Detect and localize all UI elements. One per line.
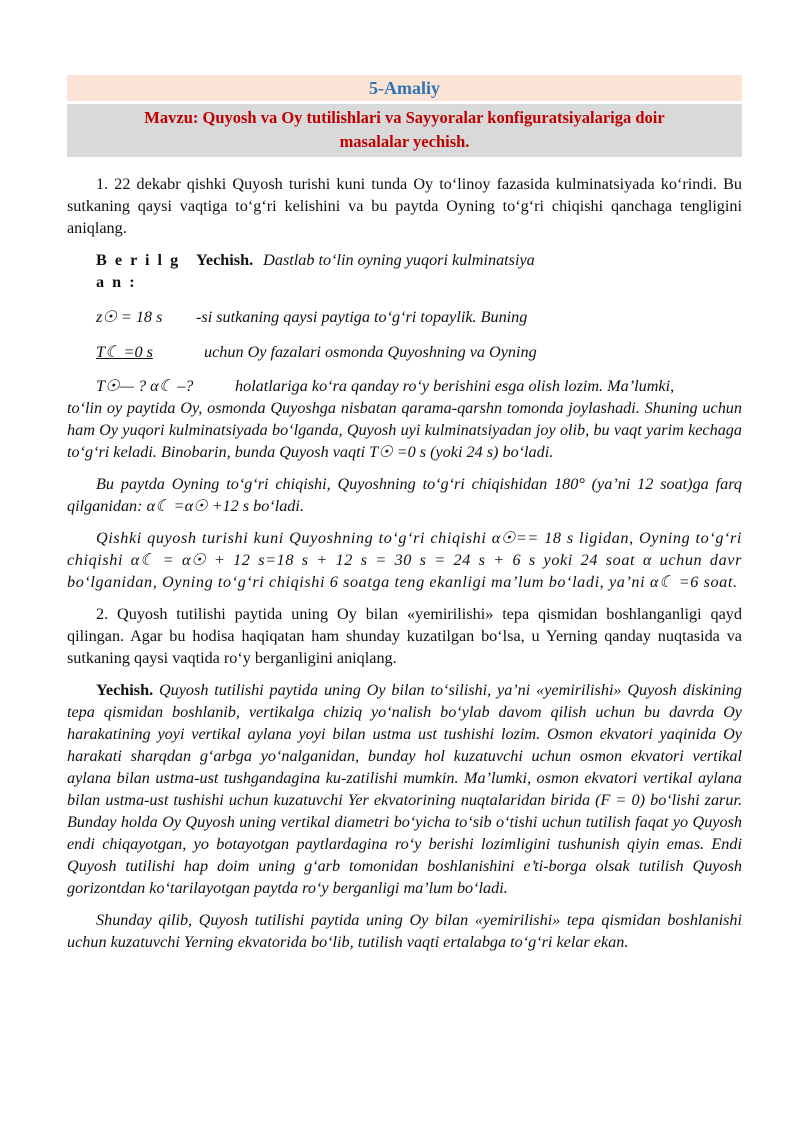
problem-2-conclusion: Shunday qilib, Quyosh tutilishi paytida uning Oy bilan «yemirilishi» tepa qismidan boshlanishi uchun kuzatuvchi Yerning ekvatorida bo‘lib, tutilish vaqti ertalabga to‘g‘ri kelar ekan. bbox=[67, 911, 742, 951]
given-label: B e r i l g a n : bbox=[96, 251, 181, 291]
topic-heading bbox=[67, 104, 742, 157]
given-row-header bbox=[67, 249, 742, 293]
moon-right-ascension-para: Bu paytda Oyning to‘g‘ri chiqishi, Quyoshning to‘g‘ri chiqishidan 180° (ya’ni 12 soat)ga farq qilganidan: α☾ =α☉ +12 s bo‘ladi. bbox=[67, 475, 742, 515]
given-row-2 bbox=[67, 341, 742, 363]
given-z-sun: z☉ = 18 s bbox=[96, 308, 163, 326]
problem-1-statement: 1. 22 dekabr qishki Quyosh turishi kuni tunda Oy to‘linoy fazasida kulminatsiyada ko‘rindi. Bu sutkaning qaysi vaqtiga to‘g‘ri kelishini va bu paytda Oyning to‘g‘ri chiqishi qanchaga tengligini aniqlang. bbox=[67, 175, 742, 237]
document-page bbox=[67, 75, 742, 953]
solution-continuation: to‘lin oy paytida Oy, osmonda Quyoshga nisbatan qarama-qarshn tomonda joylashadi. Shuning uchun ham Oy yuqori kulminatsiyada bo‘lganda, Quyosh uyi kulminatsiyadan joy olib, bu vaqt yarim kechaga to‘g‘ri keladi. Binobarin, bunda Quyosh vaqti T☉ =0 s (yoki 24 s) bo‘ladi. bbox=[67, 399, 742, 461]
given-t-moon: T☾ =0 s bbox=[96, 343, 153, 361]
problem-2-solution-text: Quyosh tutilishi paytida uning Oy bilan to‘silishi, ya’ni «yemirilishi» Quyosh diskining tepa qismidan boshlanib, vertikalga chiziq yo‘nalish bo‘ylab davom qilish uchun bu davrda Oy harakatining yoyi vertikal aylana yoyi bilan ustma ust tushishi lozim. Osmon ekvatori yaqinida Oy harakati sharqdan g‘arbga yo‘nalganidan, bunday hol kuzatuvchi uchun osmon ekvatori vertikal aylana bilan ustma-ust tushgandagina ku-zatilishi mumkin. Ma’lumki, osmon ekvatori vertikal aylana bilan ustma-ust tushishi uchun kuzatuvchi Yer ekvatorining nuqtalaridan birida (F = 0) bo‘lishi zarur. Bunday holda Oy Quyosh uning vertikal diametri bo‘yicha to‘sib o‘tishi uchun tutilish faqat yo Quyosh endi chiqayotgan, yo botayotgan paytlardagina ro‘y berishi lozimligini tushunish qiyin emas. Endi Quyosh tutilishi hap doim uning g‘arb tomonidan boshlanishini e’ti-borga olsak tutilish Quyosh gorizontdan ko‘tarilayotgan paytda ro‘y berganligi ma’lum bo‘ladi. bbox=[67, 681, 743, 897]
solution-first-line: Dastlab to‘lin oyning yuqori kulminatsiya bbox=[263, 251, 535, 269]
find-unknowns: T☉— ? α☾ –? bbox=[96, 377, 194, 395]
solution-label: Yechish. bbox=[196, 251, 254, 269]
winter-solstice-para: Qishki quyosh turishi kuni Quyoshning to‘g‘ri chiqishi α☉== 18 s ligidan, Oyning to‘g‘ri chiqishi α☾ = α☉ + 12 s=18 s + 12 s = 30 s = 24 s + 6 s yoki 24 soat α uchun davr bo‘lganidan, Oyning to‘g‘ri chiqishi 6 soatga teng ekanligi ma’lum bo‘ladi, ya’ni α☾ =6 soat. bbox=[67, 529, 742, 591]
topic-line-1: Mavzu: Quyosh va Oy tutilishlari va Sayyoralar konfiguratsiyalariga doir bbox=[144, 108, 665, 127]
problem-2-solution bbox=[67, 679, 742, 899]
topic-line-2: masalalar yechish. bbox=[339, 132, 470, 151]
practical-title: 5-Amaliy bbox=[67, 75, 742, 101]
given-row-1-text: -si sutkaning qaysi paytiga to‘g‘ri topaylik. Buning bbox=[196, 308, 528, 326]
problem-2-statement: 2. Quyosh tutilishi paytida uning Oy bilan «yemirilishi» tepa qismidan boshlanganligi qayd qilingan. Agar bu hodisa haqiqatan ham shunday kuzatilgan bo‘lsa, u Yerning qanday nuqtasida va sutkaning qaysi vaqtida ro‘y berganligini aniqlang. bbox=[67, 605, 742, 667]
given-row-2-text: uchun Oy fazalari osmonda Quyoshning va Oyning bbox=[204, 343, 537, 361]
given-row-1 bbox=[67, 306, 742, 328]
problem-2-solution-label: Yechish. bbox=[96, 681, 154, 699]
given-row-3 bbox=[67, 375, 742, 397]
given-row-3-text: holatlariga ko‘ra qanday ro‘y berishini esga olish lozim. Ma’lumki, bbox=[235, 377, 675, 395]
